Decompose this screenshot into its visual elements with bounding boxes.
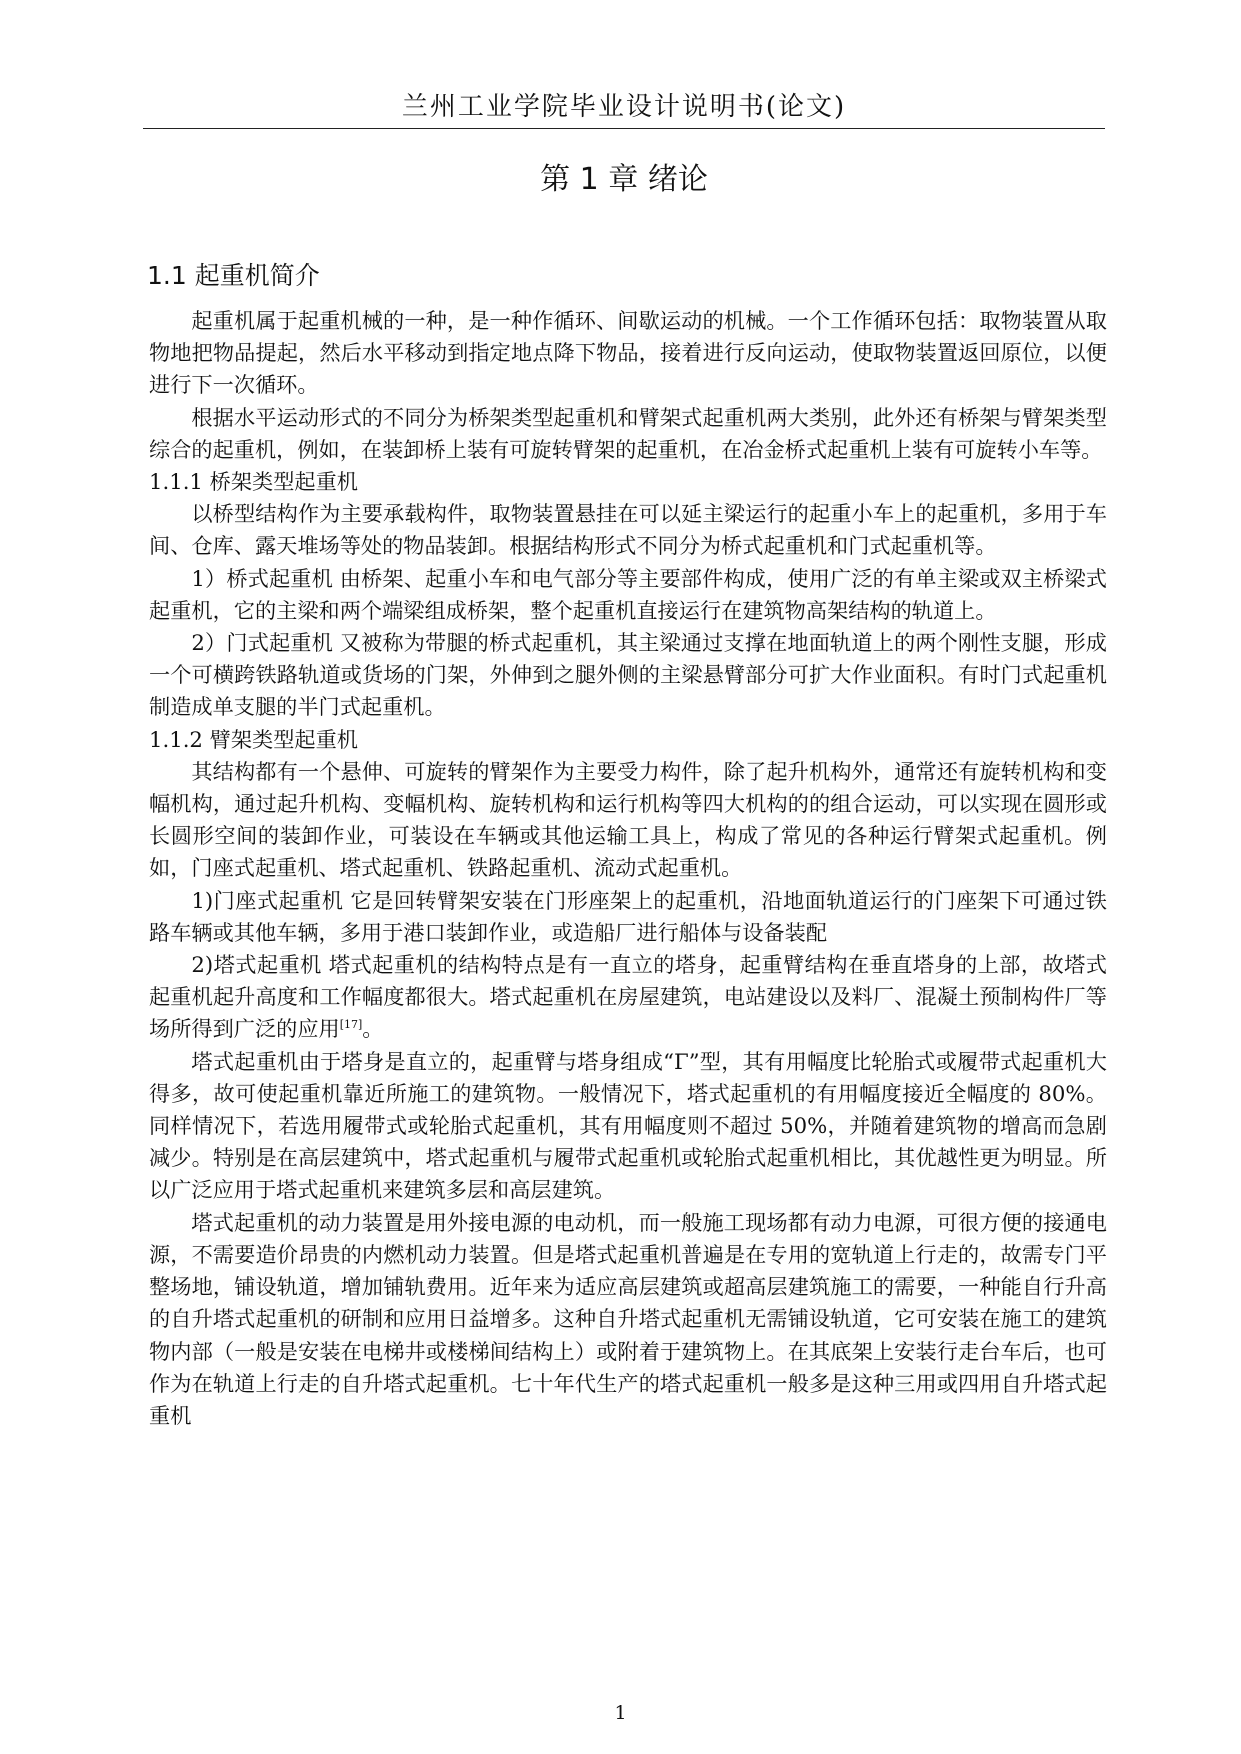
paragraph-end: 。 [362, 1016, 384, 1042]
page-number: 1 [614, 1702, 627, 1724]
paragraph: 塔式起重机的动力装置是用外接电源的电动机，而一般施工现场都有动力电源，可很方便的接通电源，不需要造价昂贵的内燃机动力装置。但是塔式起重机普遍是在专用的宽轨道上行走的，故需专门平整场地，铺设轨道，增加铺轨费用。近年来为适应高层建筑或超高层建筑施工的需要，一种能自行升高的自升塔式起重机的研制和应用日益增多。这种自升塔式起重机无需铺设轨道，它可安装在施工的建筑物内部（一般是安装在电梯井或楼梯间结构上）或附着于建筑物上。在其底架上安装行走台车后，也可作为在轨道上行走的自升塔式起重机。七十年代生产的塔式起重机一般多是这种三用或四用自升塔式起重机 [149, 1209, 1107, 1428]
citation-reference: [17] [339, 1018, 363, 1032]
subsection-heading: 1.1.2 臂架类型起重机 [149, 726, 358, 752]
chapter-title: 第 1 章 绪论 [540, 162, 708, 197]
paragraph-text: 2)塔式起重机 塔式起重机的结构特点是有一直立的塔身，起重臂结构在垂直塔身的上部，故塔式起重机起升高度和工作幅度都很大。塔式起重机在房屋建筑，电站建设以及料厂、混凝土预制构件厂等场所得到广泛的应用 [149, 952, 1107, 1042]
paragraph: 塔式起重机由于塔身是直立的，起重臂与塔身组成“Γ”型，其有用幅度比轮胎式或履带式起重机大得多，故可使起重机靠近所施工的建筑物。一般情况下，塔式起重机的有用幅度接近全幅度的 80%。同样情况下，若选用履带式或轮胎式起重机，其有用幅度则不超过 50%，并随着建筑物的增高而急剧减少。特别是在高层建筑中，塔式起重机与履带式起重机或轮胎式起重机相比，其优越性更为明显。所以广泛应用于塔式起重机来建筑多层和高层建筑。 [149, 1048, 1107, 1203]
running-header: 兰州工业学院毕业设计说明书(论文) [401, 92, 847, 122]
section-heading: 1.1 起重机简介 [147, 261, 320, 290]
paragraph: 2）门式起重机 又被称为带腿的桥式起重机，其主梁通过支撑在地面轨道上的两个刚性支腿，形成一个可横跨铁路轨道或货场的门架，外伸到之腿外侧的主梁悬臂部分可扩大作业面积。有时门式起重机制造成单支腿的半门式起重机。 [149, 630, 1107, 720]
paragraph: 其结构都有一个悬伸、可旋转的臂架作为主要受力构件，除了起升机构外，通常还有旋转机构和变幅机构，通过起升机构、变幅机构、旋转机构和运行机构等四大机构的的组合运动，可以实现在圆形或长圆形空间的装卸作业，可装设在车辆或其他运输工具上，构成了常见的各种运行臂架式起重机。例如，门座式起重机、塔式起重机、铁路起重机、流动式起重机。 [149, 758, 1107, 881]
paragraph: 起重机属于起重机械的一种，是一种作循环、间歇运动的机械。一个工作循环包括：取物装置从取物地把物品提起，然后水平移动到指定地点降下物品，接着进行反向运动，使取物装置返回原位，以便进行下一次循环。 [149, 308, 1107, 398]
subsection-heading: 1.1.1 桥架类型起重机 [149, 469, 358, 495]
paragraph: 以桥型结构作为主要承载构件，取物装置悬挂在可以延主梁运行的起重小车上的起重机，多用于车间、仓库、露天堆场等处的物品装卸。根据结构形式不同分为桥式起重机和门式起重机等。 [149, 501, 1107, 559]
paragraph: 根据水平运动形式的不同分为桥架类型起重机和臂架式起重机两大类别，此外还有桥架与臂架类型综合的起重机，例如，在装卸桥上装有可旋转臂架的起重机，在冶金桥式起重机上装有可旋转小车等。 [149, 404, 1107, 462]
header-rule [143, 128, 1105, 129]
paragraph [149, 949, 1107, 1046]
paragraph: 1）桥式起重机 由桥架、起重小车和电气部分等主要部件构成，使用广泛的有单主梁或双主桥梁式起重机，它的主梁和两个端梁组成桥架，整个起重机直接运行在建筑物高架结构的轨道上。 [149, 565, 1107, 623]
body-text [149, 305, 1107, 1432]
paragraph: 1)门座式起重机 它是回转臂架安装在门形座架上的起重机，沿地面轨道运行的门座架下可通过铁路车辆或其他车辆，多用于港口装卸作业，或造船厂进行船体与设备装配 [149, 887, 1107, 945]
